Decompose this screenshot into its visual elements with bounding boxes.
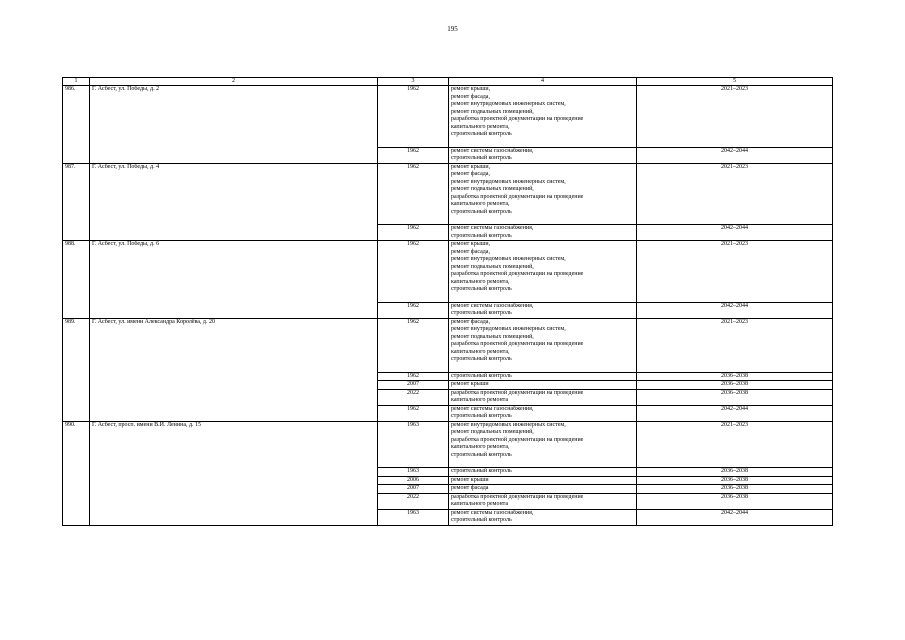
repair-period: 2021–2023 xyxy=(637,421,833,468)
build-year: 1962 xyxy=(378,147,449,163)
repair-period: 2036–2038 xyxy=(637,389,833,405)
page-number: 195 xyxy=(447,25,458,33)
repair-work-line: строительный контроль xyxy=(451,131,512,137)
entry-number: 986. xyxy=(63,86,90,164)
repair-work-line: капитального ремонта, xyxy=(451,278,510,285)
column-number-1: 1 xyxy=(63,78,90,86)
entry-address: Г. Асбест, ул. Победы, д. 4 xyxy=(90,163,378,241)
column-number-2: 2 xyxy=(90,78,378,86)
entry-address: Г. Асбест, ул. Победы, д. 6 xyxy=(90,241,378,319)
repair-works xyxy=(449,405,637,421)
repair-work-line: ремонт внутридомовых инженерных систем, xyxy=(451,101,566,107)
repair-work-line: разработка проектной документации на проведение xyxy=(451,436,584,443)
repair-works xyxy=(449,389,637,405)
repair-work-line: строительный контроль xyxy=(451,208,512,215)
repair-period: 2042–2044 xyxy=(637,509,833,525)
repair-work-line: ремонт крыши, xyxy=(451,163,491,170)
repair-work-line: разработка проектной документации на проведение xyxy=(451,341,584,347)
repair-work-line: ремонт подвальных помещений, xyxy=(451,108,534,115)
repair-work-line: капитального ремонта xyxy=(451,501,509,507)
entry-number: 989. xyxy=(63,318,90,421)
repair-period: 2021–2023 xyxy=(637,318,833,372)
repair-work-line: ремонт фасада, xyxy=(451,93,490,100)
repair-period: 2042–2044 xyxy=(637,302,833,318)
repair-work-line: строительный контроль xyxy=(451,468,512,474)
repair-period: 2036–2038 xyxy=(637,468,833,477)
build-year: 2007 xyxy=(378,381,449,390)
table-row xyxy=(63,86,833,148)
repair-work-line: строительный контроль xyxy=(451,310,512,316)
column-number-4: 4 xyxy=(449,78,637,86)
build-year: 1962 xyxy=(378,302,449,318)
build-year: 1962 xyxy=(378,372,449,381)
repair-works xyxy=(449,372,637,381)
repair-work-line: ремонт крыши, xyxy=(451,86,491,92)
entry-address: Г. Асбест, ул. имени Александра Королёва, д. 20 xyxy=(90,318,378,421)
repair-work-line: ремонт фасада, xyxy=(451,248,490,255)
table-row xyxy=(63,421,833,468)
build-year: 1963 xyxy=(378,509,449,525)
column-number-3: 3 xyxy=(378,78,449,86)
repair-work-line: строительный контроль xyxy=(451,413,512,419)
repair-work-line: ремонт крыши, xyxy=(451,241,491,247)
entry-number: 987. xyxy=(63,163,90,241)
entry-number: 990. xyxy=(63,421,90,525)
repair-work-line: ремонт фасада xyxy=(451,485,489,491)
repair-work-line: разработка проектной документации на проведение xyxy=(451,271,584,277)
repair-work-line: капитального ремонта, xyxy=(451,444,510,450)
repair-period: 2021–2023 xyxy=(637,241,833,303)
repair-works xyxy=(449,86,637,148)
table-row xyxy=(63,318,833,372)
entry-number: 988. xyxy=(63,241,90,319)
repair-period: 2036–2038 xyxy=(637,485,833,494)
repair-period: 2042–2044 xyxy=(637,147,833,163)
repair-works xyxy=(449,225,637,241)
repair-period: 2021–2023 xyxy=(637,163,833,225)
repair-work-line: капитального ремонта xyxy=(451,397,509,403)
repair-work-line: ремонт крыши xyxy=(451,381,489,387)
build-year: 1963 xyxy=(378,421,449,468)
column-number-row xyxy=(63,78,833,86)
repair-works xyxy=(449,485,637,494)
repair-work-line: строительный контроль xyxy=(451,232,512,239)
repair-work-line: строительный контроль xyxy=(451,451,512,458)
repair-works xyxy=(449,302,637,318)
repair-works xyxy=(449,509,637,525)
entry-address: Г. Асбест, ул. Победы, д. 2 xyxy=(90,86,378,164)
repair-work-line: капитального ремонта, xyxy=(451,348,510,355)
repair-works xyxy=(449,421,637,468)
capital-repair-table xyxy=(62,77,833,526)
repair-work-line: ремонт системы газоснабжения, xyxy=(451,302,534,309)
repair-period: 2042–2044 xyxy=(637,405,833,421)
repair-period: 2036–2038 xyxy=(637,381,833,390)
build-year: 2006 xyxy=(378,476,449,485)
entry-address: Г. Асбест, просп. имени В.И. Ленина, д. 15 xyxy=(90,421,378,525)
repair-period: 2036–2038 xyxy=(637,476,833,485)
table-row xyxy=(63,163,833,225)
repair-work-line: строительный контроль xyxy=(451,356,512,362)
repair-work-line: ремонт внутридомовых инженерных систем, xyxy=(451,326,566,332)
repair-work-line: капитального ремонта, xyxy=(451,201,510,207)
repair-works xyxy=(449,163,637,225)
column-number-5: 5 xyxy=(637,78,833,86)
repair-work-line: ремонт фасада, xyxy=(451,318,490,325)
build-year: 2022 xyxy=(378,389,449,405)
repair-work-line: разработка проектной документации на проведение xyxy=(451,193,584,200)
repair-work-line: ремонт подвальных помещений, xyxy=(451,333,534,340)
repair-work-line: ремонт фасада, xyxy=(451,171,490,177)
build-year: 2007 xyxy=(378,485,449,494)
repair-work-line: ремонт системы газоснабжения, xyxy=(451,225,534,231)
repair-works xyxy=(449,381,637,390)
repair-work-line: ремонт внутридомовых инженерных систем, xyxy=(451,178,566,185)
repair-work-line: ремонт системы газоснабжения, xyxy=(451,509,534,516)
repair-works xyxy=(449,147,637,163)
build-year: 1963 xyxy=(378,468,449,477)
repair-period: 2021–2023 xyxy=(637,86,833,148)
repair-period: 2042–2044 xyxy=(637,225,833,241)
build-year: 1962 xyxy=(378,241,449,303)
repair-works xyxy=(449,468,637,477)
repair-period: 2036–2038 xyxy=(637,372,833,381)
repair-work-line: строительный контроль xyxy=(451,155,512,161)
repair-work-line: ремонт подвальных помещений, xyxy=(451,429,534,435)
repair-work-line: строительный контроль xyxy=(451,372,512,379)
build-year: 1962 xyxy=(378,405,449,421)
repair-period: 2036–2038 xyxy=(637,493,833,509)
build-year: 1962 xyxy=(378,318,449,372)
repair-works xyxy=(449,318,637,372)
repair-work-line: ремонт внутридомовых инженерных систем, xyxy=(451,421,566,428)
repair-work-line: разработка проектной документации на проведение xyxy=(451,389,584,396)
repair-work-line: разработка проектной документации на проведение xyxy=(451,493,584,500)
repair-work-line: ремонт крыши xyxy=(451,476,489,483)
repair-work-line: ремонт внутридомовых инженерных систем, xyxy=(451,256,566,262)
repair-work-line: ремонт подвальных помещений, xyxy=(451,263,534,270)
build-year: 1962 xyxy=(378,225,449,241)
build-year: 1962 xyxy=(378,163,449,225)
repair-work-line: строительный контроль xyxy=(451,286,512,292)
repair-work-line: строительный контроль xyxy=(451,517,512,523)
repair-work-line: разработка проектной документации на проведение xyxy=(451,116,584,122)
repair-works xyxy=(449,476,637,485)
repair-work-line: ремонт системы газоснабжения, xyxy=(451,147,534,154)
build-year: 1962 xyxy=(378,86,449,148)
repair-works xyxy=(449,241,637,303)
table-row xyxy=(63,241,833,303)
repair-work-line: капитального ремонта, xyxy=(451,123,510,130)
repair-work-line: ремонт системы газоснабжения, xyxy=(451,405,534,412)
build-year: 2022 xyxy=(378,493,449,509)
repair-works xyxy=(449,493,637,509)
table-body xyxy=(63,78,833,526)
repair-work-line: ремонт подвальных помещений, xyxy=(451,186,534,192)
